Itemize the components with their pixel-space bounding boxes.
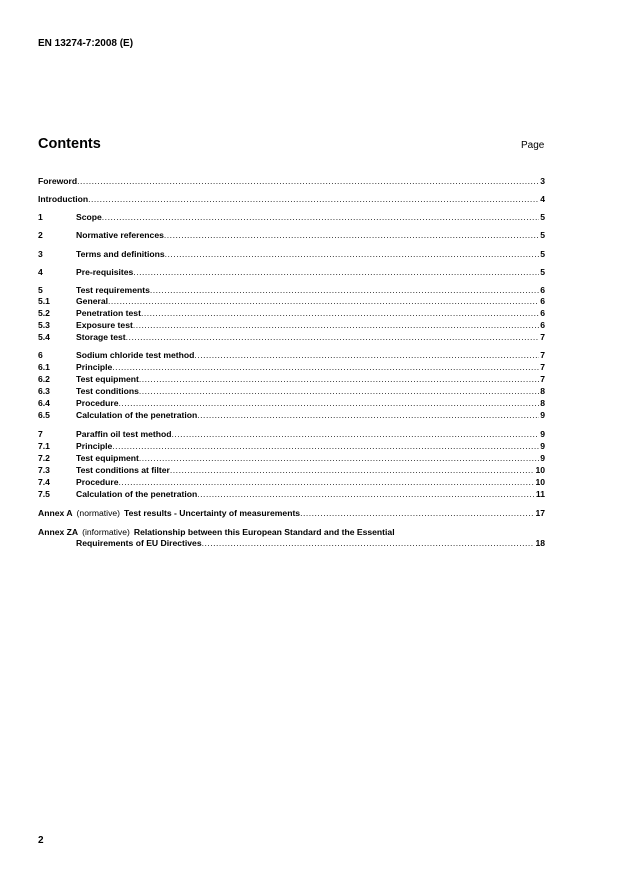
leader-dots xyxy=(77,175,539,187)
toc-entry-title: Sodium chloride test method xyxy=(76,350,195,360)
leader-dots xyxy=(119,476,535,488)
toc-entry-page: 10 xyxy=(535,477,545,487)
toc-entry-title: General xyxy=(76,296,109,306)
toc-entry-title: Procedure xyxy=(76,398,119,408)
toc-entry-page: 5 xyxy=(540,212,545,222)
toc-entry-6-1[interactable] xyxy=(38,361,545,373)
toc-entry-title: Test equipment xyxy=(76,374,139,384)
toc-entry-number: 6.3 xyxy=(38,386,50,396)
toc-entry-title: Foreword xyxy=(38,176,78,186)
toc-entry-number: 5 xyxy=(38,285,43,295)
toc-entry-5-3[interactable] xyxy=(38,319,545,331)
toc-entry-introduction[interactable] xyxy=(38,193,545,205)
toc-entry-number: 6.4 xyxy=(38,398,50,408)
toc-entry-7-5[interactable] xyxy=(38,488,545,500)
toc-entry-title: Test conditions at filter xyxy=(76,465,170,475)
toc-entry-title: Introduction xyxy=(38,194,89,204)
toc-entry-number: 5.4 xyxy=(38,332,50,342)
leader-dots xyxy=(300,507,534,519)
toc-entry-page: 7 xyxy=(540,374,545,384)
toc-entry-6[interactable] xyxy=(38,349,545,361)
leader-dots xyxy=(194,349,539,361)
toc-entry-7-1[interactable] xyxy=(38,440,545,452)
toc-entry-2[interactable] xyxy=(38,229,545,241)
toc-entry-title: Terms and definitions xyxy=(76,249,165,259)
toc-entry-6-2[interactable] xyxy=(38,373,545,385)
leader-dots xyxy=(170,464,535,476)
leader-dots xyxy=(133,266,539,278)
toc-entry-title: Relationship between this European Standard and the Essential xyxy=(133,527,395,537)
toc-entry-page: 10 xyxy=(535,465,545,475)
toc-entry-page: 7 xyxy=(540,350,545,360)
toc-entry-page: 9 xyxy=(540,453,545,463)
leader-dots xyxy=(202,537,535,549)
toc-entry-title-continued: Requirements of EU Directives xyxy=(76,538,202,548)
leader-dots xyxy=(112,361,539,373)
annex-label: Annex ZA xyxy=(38,527,79,537)
toc-entry-number: 2 xyxy=(38,230,43,240)
toc-entry-number: 5.3 xyxy=(38,320,50,330)
toc-entry-number: 5.2 xyxy=(38,308,50,318)
toc-entry-foreword[interactable] xyxy=(38,175,545,187)
toc-entry-number: 7.4 xyxy=(38,477,50,487)
toc-entry-page: 6 xyxy=(540,296,545,306)
toc-entry-page: 8 xyxy=(540,386,545,396)
toc-entry-title: Paraffin oil test method xyxy=(76,429,172,439)
toc-entry-7-3[interactable] xyxy=(38,464,545,476)
toc-entry-page: 18 xyxy=(535,538,545,548)
leader-dots xyxy=(119,397,540,409)
toc-entry-number: 7.3 xyxy=(38,465,50,475)
toc-entry-page: 5 xyxy=(540,267,545,277)
toc-entry-3[interactable] xyxy=(38,248,545,260)
toc-entry-page: 7 xyxy=(540,362,545,372)
leader-dots xyxy=(172,428,540,440)
toc-entry-number: 5.1 xyxy=(38,296,50,306)
toc-entry-6-5[interactable] xyxy=(38,409,545,421)
leader-dots xyxy=(139,452,539,464)
toc-entry-title: Test requirements xyxy=(76,285,150,295)
toc-entry-number: 6 xyxy=(38,350,43,360)
toc-entry-5-4[interactable] xyxy=(38,331,545,343)
toc-entry-title: Test results - Uncertainty of measurements xyxy=(124,508,301,518)
toc-entry-number: 4 xyxy=(38,267,43,277)
toc-entry-number: 7.5 xyxy=(38,489,50,499)
document-id: EN 13274-7:2008 (E) xyxy=(38,38,134,49)
leader-dots xyxy=(165,248,540,260)
leader-dots xyxy=(102,211,539,223)
toc-entry-title: Calculation of the penetration xyxy=(76,489,198,499)
toc-entry-5-1[interactable] xyxy=(38,295,545,307)
leader-dots xyxy=(133,319,539,331)
toc-entry-page: 9 xyxy=(540,429,545,439)
annex-type: (normative) xyxy=(76,508,121,518)
toc-entry-1[interactable] xyxy=(38,211,545,223)
toc-entry-title: Procedure xyxy=(76,477,119,487)
leader-dots xyxy=(139,385,539,397)
toc-entry-page: 6 xyxy=(540,320,545,330)
toc-entry-title: Pre-requisites xyxy=(76,267,134,277)
toc-entry-number: 7 xyxy=(38,429,43,439)
toc-entry-page: 17 xyxy=(535,508,545,518)
toc-entry-number: 6.1 xyxy=(38,362,50,372)
leader-dots xyxy=(112,440,539,452)
toc-entry-5-2[interactable] xyxy=(38,307,545,319)
toc-entry-title: Storage test xyxy=(76,332,126,342)
toc-entry-number: 6.5 xyxy=(38,410,50,420)
page-column-label: Page xyxy=(521,140,545,151)
toc-entry-title: Calculation of the penetration xyxy=(76,410,198,420)
toc-entry-number: 3 xyxy=(38,249,43,259)
annex-type: (informative) xyxy=(82,527,130,537)
toc-entry-title: Exposure test xyxy=(76,320,133,330)
toc-entry-page: 6 xyxy=(540,308,545,318)
toc-entry-number: 7.2 xyxy=(38,453,50,463)
leader-dots xyxy=(108,295,539,307)
toc-entry-6-3[interactable] xyxy=(38,385,545,397)
leader-dots xyxy=(126,331,540,343)
toc-entry-page: 3 xyxy=(540,176,545,186)
annex-label: Annex A xyxy=(38,508,73,518)
toc-entry-title: Test equipment xyxy=(76,453,139,463)
toc-entry-number: 6.2 xyxy=(38,374,50,384)
toc-entry-number: 7.1 xyxy=(38,441,50,451)
toc-entry-7-4[interactable] xyxy=(38,476,545,488)
toc-entry-title: Principle xyxy=(76,362,113,372)
leader-dots xyxy=(197,488,535,500)
toc-entry-annex-za-continued[interactable] xyxy=(76,537,545,549)
page-number: 2 xyxy=(38,835,44,846)
toc-entry-title: Penetration test xyxy=(76,308,141,318)
toc-entry-page: 7 xyxy=(540,332,545,342)
toc-entry-number: 1 xyxy=(38,212,43,222)
toc-entry-7[interactable] xyxy=(38,428,545,440)
leader-dots xyxy=(197,409,539,421)
toc-entry-page: 8 xyxy=(540,398,545,408)
toc-entry-7-2[interactable] xyxy=(38,452,545,464)
toc-entry-4[interactable] xyxy=(38,266,545,278)
toc-entry-page: 9 xyxy=(540,410,545,420)
toc-entry-title: Principle xyxy=(76,441,113,451)
toc-entry-annex-a[interactable] xyxy=(38,507,545,519)
toc-entry-title: Normative references xyxy=(76,230,164,240)
toc-entry-page: 6 xyxy=(540,285,545,295)
toc-entry-title: Scope xyxy=(76,212,102,222)
toc-entry-page: 11 xyxy=(535,489,545,499)
toc-entry-page: 9 xyxy=(540,441,545,451)
toc-entry-page: 5 xyxy=(540,249,545,259)
toc-entry-6-4[interactable] xyxy=(38,397,545,409)
toc-entry-page: 4 xyxy=(540,194,545,204)
leader-dots xyxy=(164,229,539,241)
toc-entry-title: Test conditions xyxy=(76,386,139,396)
leader-dots xyxy=(141,307,539,319)
toc-entry-page: 5 xyxy=(540,230,545,240)
page-title: Contents xyxy=(38,136,101,152)
leader-dots xyxy=(139,373,539,385)
leader-dots xyxy=(88,193,539,205)
